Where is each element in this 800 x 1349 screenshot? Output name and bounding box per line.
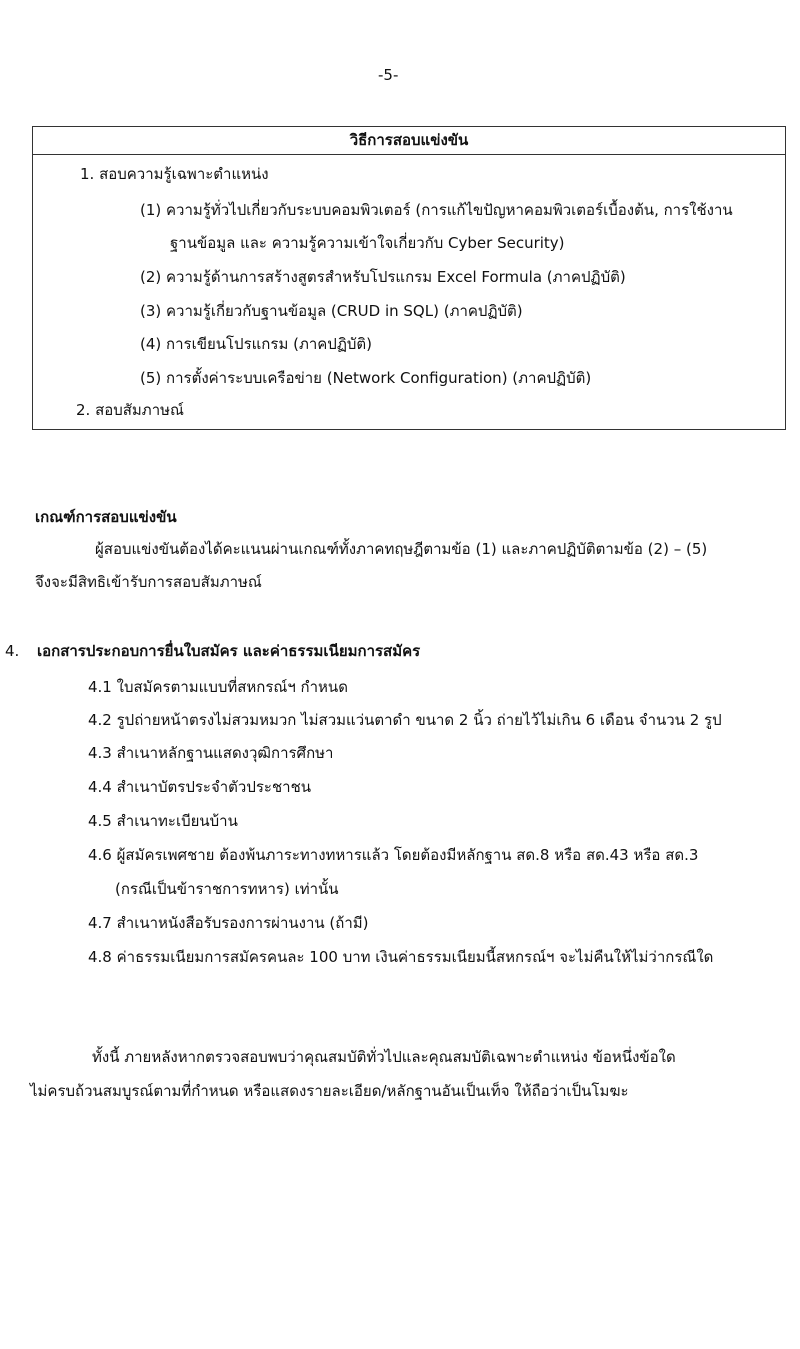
section-number: 4. (5, 642, 20, 660)
document-item: 4.8 ค่าธรรมเนียมการสมัครคนละ 100 บาท เงินค่าธรรมเนียมนี้สหกรณ์ฯ จะไม่คืนให้ไม่ว่ากรณีใด (88, 948, 714, 966)
exam-method-header: วิธีการสอบแข่งขัน (33, 127, 785, 155)
exam-item-2: 2. สอบสัมภาษณ์ (76, 401, 184, 419)
exam-subitem: (2) ความรู้ด้านการสร้างสูตรสำหรับโปรแกรม Excel Formula (ภาคปฏิบัติ) (140, 268, 626, 286)
document-item: 4.7 สำเนาหนังสือรับรองการผ่านงาน (ถ้ามี) (88, 914, 369, 932)
closing-text: ทั้งนี้ ภายหลังหากตรวจสอบพบว่าคุณสมบัติทั่วไปและคุณสมบัติเฉพาะตำแหน่ง ข้อหนึ่งข้อใด (92, 1048, 676, 1066)
exam-subitem: (4) การเขียนโปรแกรม (ภาคปฏิบัติ) (140, 335, 373, 353)
criteria-text-continued: จึงจะมีสิทธิเข้ารับการสอบสัมภาษณ์ (35, 573, 262, 591)
document-item: 4.3 สำเนาหลักฐานแสดงวุฒิการศึกษา (88, 744, 334, 762)
document-item-continued: (กรณีเป็นข้าราชการทหาร) เท่านั้น (115, 880, 339, 898)
documents-heading: เอกสารประกอบการยื่นใบสมัคร และค่าธรรมเนียมการสมัคร (37, 642, 421, 660)
page-number: -5- (378, 66, 399, 84)
document-item: 4.1 ใบสมัครตามแบบที่สหกรณ์ฯ กำหนด (88, 678, 348, 696)
document-item: 4.2 รูปถ่ายหน้าตรงไม่สวมหมวก ไม่สวมแว่นตาดำ ขนาด 2 นิ้ว ถ่ายไว้ไม่เกิน 6 เดือน จำนวน 2 รูป (88, 711, 722, 729)
document-item: 4.6 ผู้สมัครเพศชาย ต้องพ้นภาระทางทหารแล้ว โดยต้องมีหลักฐาน สด.8 หรือ สด.43 หรือ สด.3 (88, 846, 699, 864)
document-item: 4.5 สำเนาทะเบียนบ้าน (88, 812, 238, 830)
closing-text-continued: ไม่ครบถ้วนสมบูรณ์ตามที่กำหนด หรือแสดงรายละเอียด/หลักฐานอันเป็นเท็จ ให้ถือว่าเป็นโมฆะ (30, 1082, 629, 1100)
exam-subitem: (1) ความรู้ทั่วไปเกี่ยวกับระบบคอมพิวเตอร์ (การแก้ไขปัญหาคอมพิวเตอร์เบื้องต้น, การใช้งาน (140, 201, 733, 219)
document-item: 4.4 สำเนาบัตรประจำตัวประชาชน (88, 778, 312, 796)
exam-subitem: (3) ความรู้เกี่ยวกับฐานข้อมูล (CRUD in SQL) (ภาคปฏิบัติ) (140, 302, 523, 320)
criteria-text: ผู้สอบแข่งขันต้องได้คะแนนผ่านเกณฑ์ทั้งภาคทฤษฎีตามข้อ (1) และภาคปฏิบัติตามข้อ (2) – (5) (95, 540, 708, 558)
exam-subitem: (5) การตั้งค่าระบบเครือข่าย (Network Configuration) (ภาคปฏิบัติ) (140, 369, 592, 387)
criteria-heading: เกณฑ์การสอบแข่งขัน (35, 508, 177, 526)
exam-item-1: 1. สอบความรู้เฉพาะตำแหน่ง (80, 165, 269, 183)
exam-subitem-continued: ฐานข้อมูล และ ความรู้ความเข้าใจเกี่ยวกับ Cyber Security) (170, 234, 565, 252)
